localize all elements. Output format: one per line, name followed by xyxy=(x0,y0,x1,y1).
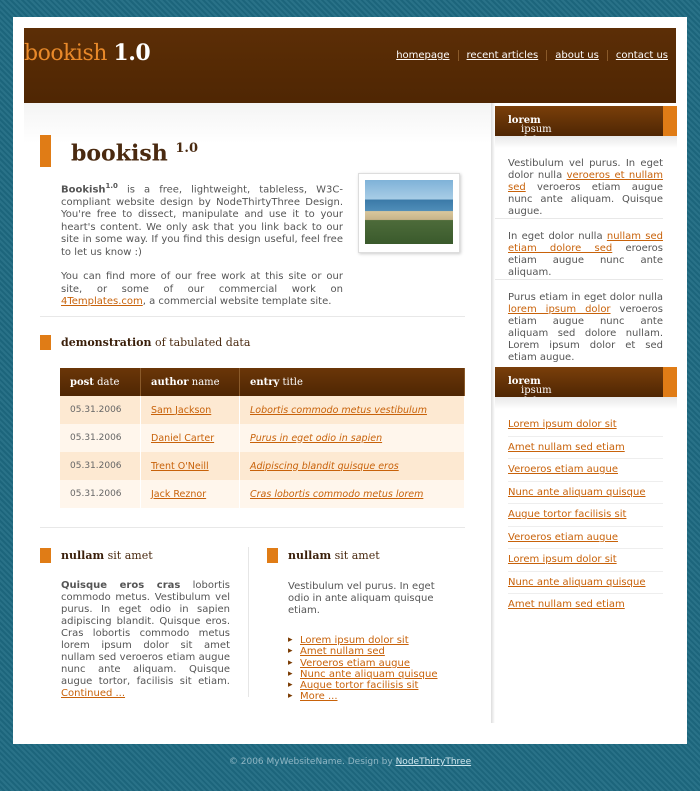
list-item xyxy=(288,646,458,657)
divider xyxy=(40,316,465,317)
sidebar-para1-link[interactable]: veroeros et nullam sed xyxy=(508,170,663,193)
intro-p1-text: is a free, lightweight, tableless, W3C-compliant website design by NodeThirtyThree Design. You're free to dissect, manipulate and use it to your heart's content. We only ask that you link back to our site in some way. If you find this design useful, feel free to let us know :) xyxy=(61,184,343,258)
row-title xyxy=(240,452,465,480)
more-link[interactable]: More ... xyxy=(300,691,338,703)
list-item xyxy=(288,669,458,680)
right-link-3[interactable]: Veroeros etiam augue xyxy=(300,657,410,669)
list-item xyxy=(288,658,458,669)
right-link-2[interactable]: Amet nullam sed xyxy=(300,646,385,658)
right-col-title: nullam sit amet xyxy=(267,548,380,563)
list-item xyxy=(288,635,458,646)
row-title xyxy=(240,480,465,508)
brand-name: Bookish xyxy=(61,184,106,196)
footer-text: © 2006 MyWebsiteName. Design by xyxy=(228,757,396,767)
entry-link[interactable]: Cras lobortis commodo metus lorem xyxy=(250,488,424,500)
sidebar-shadow xyxy=(491,103,495,723)
col-author-name: author name xyxy=(141,368,240,396)
row-author xyxy=(141,396,240,424)
author-link[interactable]: Jack Reznor xyxy=(151,488,207,500)
row-author xyxy=(141,480,240,508)
table-row xyxy=(60,480,465,508)
data-table xyxy=(60,368,465,508)
beach-image xyxy=(365,180,453,244)
author-link[interactable]: Trent O'Neill xyxy=(151,460,209,472)
intro-p2-before: You can find more of our free work at this site or our site, or some of our commercial work on xyxy=(61,271,343,295)
sidebar-link[interactable]: Veroeros etiam augue xyxy=(508,527,663,550)
page-title xyxy=(40,135,198,167)
demo-title-bold: demonstration xyxy=(61,336,152,349)
right-link-5[interactable]: Augue tortor facilisis sit xyxy=(300,680,419,692)
header-accent xyxy=(663,367,677,397)
table-row xyxy=(60,452,465,480)
nav-homepage[interactable]: homepage xyxy=(396,50,450,61)
sidebar-link[interactable]: Nunc ante aliquam quisque xyxy=(508,482,663,505)
sidebar-link[interactable]: Lorem ipsum dolor sit xyxy=(508,414,663,437)
left-col-body: lobortis commodo metus. Vestibulum vel purus. In eget odio in sapien adipiscing blandit. Quisque eros. Cras lobortis commodo metus lorem ipsum dolor sit amet nullam sed veroeros etiam augue nunc ante aliquam. Quisque augue tortor, facilisis sit etiam. xyxy=(61,580,230,687)
sidebar-box1-header xyxy=(495,106,677,136)
sidebar-para-2: In eget dolor nulla nullam sed etiam dolore sed eroeros etiam augue nunc ante aliquam. xyxy=(508,231,663,278)
right-col-links xyxy=(288,635,458,703)
left-col-text xyxy=(61,580,230,700)
sidebar-link[interactable]: Lorem ipsum dolor sit xyxy=(508,549,663,572)
left-col-title: nullam sit amet xyxy=(40,548,153,563)
demo-section-title xyxy=(40,335,250,350)
row-title xyxy=(240,396,465,424)
4templates-link[interactable]: 4Templates.com xyxy=(61,296,143,308)
row-date: 05.31.2006 xyxy=(60,452,141,480)
row-date: 05.31.2006 xyxy=(60,424,141,452)
title-name: bookish xyxy=(71,140,168,167)
sidebar-shadow-1 xyxy=(495,136,677,148)
beach-photo xyxy=(358,173,460,253)
sidebar-link[interactable]: Nunc ante aliquam quisque xyxy=(508,572,663,595)
sidebar-box2-header xyxy=(495,367,677,397)
continued-link[interactable]: Continued ... xyxy=(61,688,126,699)
sidebar-box2-title: lorem ipsum xyxy=(508,376,552,396)
sidebar-link[interactable]: Augue tortor facilisis sit xyxy=(508,504,663,527)
entry-link[interactable]: Lobortis commodo metus vestibulum xyxy=(250,404,427,416)
sidebar-para3-link[interactable]: lorem ipsum dolor xyxy=(508,304,611,315)
nav-recent-articles[interactable]: recent articles xyxy=(458,50,547,61)
divider xyxy=(495,218,663,219)
column-divider xyxy=(248,547,249,697)
list-item xyxy=(288,691,458,702)
sidebar-link[interactable]: Amet nullam sed etiam xyxy=(508,599,625,610)
author-link[interactable]: Daniel Carter xyxy=(151,432,215,444)
logo-name: bookish xyxy=(24,41,107,66)
divider xyxy=(40,527,465,528)
table-row xyxy=(60,396,465,424)
main-nav xyxy=(388,50,676,61)
footer-credit-link[interactable]: NodeThirtyThree xyxy=(395,757,472,767)
sidebar-link-list xyxy=(508,414,663,616)
sidebar-link[interactable]: Veroeros etiam augue xyxy=(508,459,663,482)
logo-version: 1.0 xyxy=(113,40,151,66)
intro-paragraph-1 xyxy=(61,180,343,259)
title-version: 1.0 xyxy=(175,141,199,156)
sidebar-box1-title: lorem ipsum xyxy=(508,115,552,135)
right-col-intro: Vestibulum vel purus. In eget odio in ante aliquam quisque etiam. xyxy=(288,581,435,616)
brand-version: 1.0 xyxy=(105,182,118,190)
intro-paragraph-2 xyxy=(61,271,343,309)
row-date: 05.31.2006 xyxy=(60,396,141,424)
right-col-text xyxy=(288,581,458,703)
list-item xyxy=(288,680,458,691)
col-post-date: post date xyxy=(60,368,141,396)
header-accent xyxy=(663,106,677,136)
site-logo[interactable] xyxy=(24,40,150,66)
col-entry-title: entry title xyxy=(240,368,465,396)
nav-about-us[interactable]: about us xyxy=(546,50,607,61)
entry-link[interactable]: Purus in eget odio in sapien xyxy=(250,432,383,444)
nav-contact-us[interactable]: contact us xyxy=(607,50,676,61)
row-date: 05.31.2006 xyxy=(60,480,141,508)
right-link-1[interactable]: Lorem ipsum dolor sit xyxy=(300,635,409,646)
row-author xyxy=(141,424,240,452)
divider xyxy=(495,279,663,280)
sidebar-para2-link[interactable]: nullam sed etiam dolore sed xyxy=(508,231,663,254)
row-title xyxy=(240,424,465,452)
sidebar-link[interactable]: Amet nullam sed etiam xyxy=(508,437,663,460)
table-row xyxy=(60,424,465,452)
intro-p2-after: , a commercial website template site. xyxy=(142,296,332,308)
table-header-row xyxy=(60,368,465,396)
sidebar-para-3: Purus etiam in eget dolor nulla lorem ipsum dolor veroeros etiam augue nunc ante aliquam sed dolore nullam. Lorem ipsum dolor et sed etiam augue. xyxy=(508,292,663,363)
right-link-4[interactable]: Nunc ante aliquam quisque xyxy=(300,668,438,680)
site-footer xyxy=(0,757,700,767)
entry-link[interactable]: Adipiscing blandit quisque eros xyxy=(250,460,399,472)
intro-text xyxy=(61,180,343,321)
left-col-lead: Quisque eros cras xyxy=(61,580,181,591)
author-link[interactable]: Sam Jackson xyxy=(151,404,212,416)
row-author xyxy=(141,452,240,480)
sidebar-para-1: Vestibulum vel purus. In eget dolor nulla veroeros et nullam sed veroeros etiam augue nunc ante aliquam. Quisque augue. xyxy=(508,158,663,217)
sidebar-shadow-2 xyxy=(495,397,677,409)
demo-title-rest: of tabulated data xyxy=(151,336,251,349)
